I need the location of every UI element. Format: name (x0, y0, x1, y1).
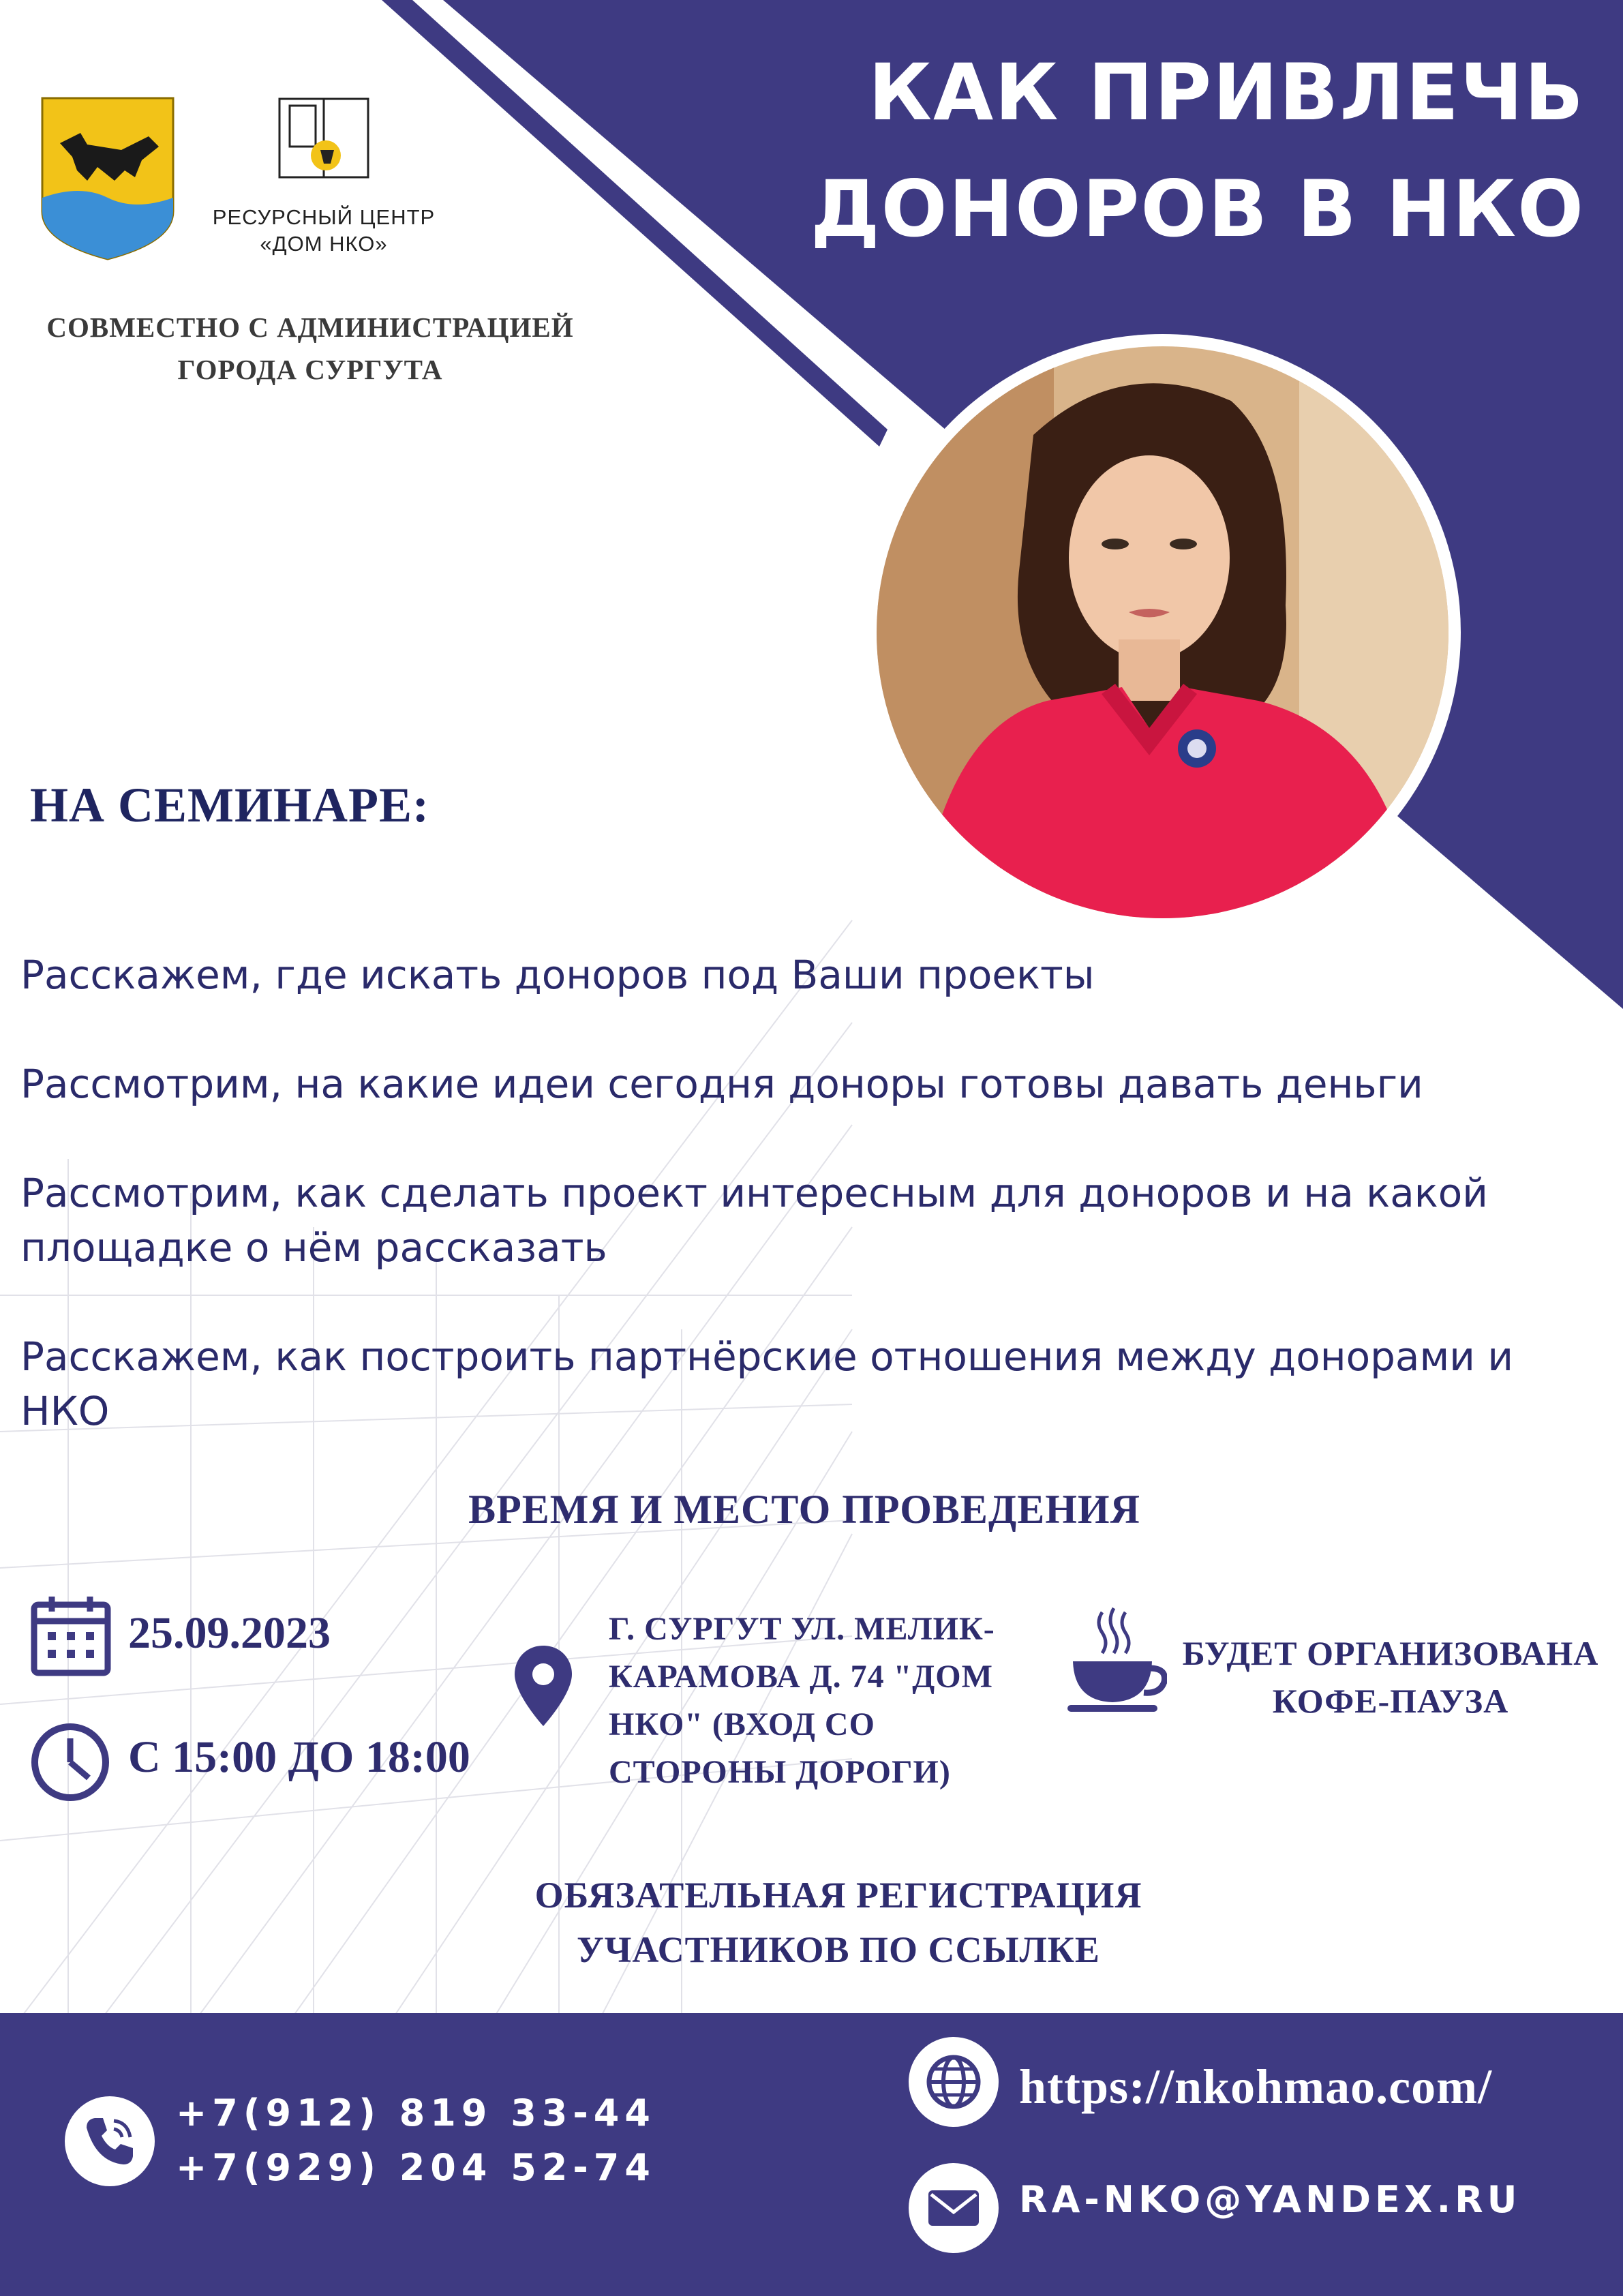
title-line1: КАК ПРИВЛЕЧЬ (868, 47, 1585, 138)
partner-line1: СОВМЕСТНО С АДМИНИСТРАЦИЕЙ (46, 312, 574, 343)
event-date: 25.09.2023 (128, 1608, 331, 1658)
surgut-crest-logo (40, 95, 176, 262)
dom-nko-logo (273, 95, 375, 184)
partner-line2: ГОРОДА СУРГУТА (177, 353, 443, 385)
registration-note (429, 1868, 1247, 1977)
logo-caption-line2: «ДОМ НКО» (260, 231, 388, 256)
coffee-break-note (1172, 1629, 1609, 1725)
seminar-topics-list (20, 948, 1588, 1493)
registration-line1: ОБЯЗАТЕЛЬНАЯ РЕГИСТРАЦИЯ (534, 1875, 1142, 1916)
speaker-portrait-illustration (877, 346, 1448, 918)
coffee-line2: КОФЕ-ПАУЗА (1272, 1682, 1509, 1720)
phone-number-2[interactable]: +7(929) 204 52-74 (176, 2146, 656, 2189)
location-pin-icon (513, 1644, 574, 1727)
list-item: Рассмотрим, как сделать проект интересным для доноров и на какой площадке о нём рассказать (20, 1170, 1488, 1271)
seminar-title: НА СЕМИНАРЕ: (30, 778, 429, 832)
title-line2: ДОНОРОВ В НКО (810, 164, 1585, 254)
event-address: Г. СУРГУТ УЛ. МЕЛИК-КАРАМОВА Д. 74 "ДОМ НКО" (ВХОД СО СТОРОНЫ ДОРОГИ) (609, 1611, 995, 1790)
speaker-photo (864, 334, 1461, 931)
calendar-icon (30, 1594, 112, 1677)
logo-caption-line1: РЕСУРСНЫЙ ЦЕНТР (212, 205, 436, 229)
phone-number-1[interactable]: +7(912) 819 33-44 (176, 2091, 656, 2134)
partner-note (20, 307, 600, 391)
list-item: Рассмотрим, на какие идеи сегодня доноры готовы давать деньги (20, 1061, 1423, 1107)
website-link[interactable]: https://nkohmao.com/ (1019, 2059, 1493, 2114)
coffee-cup-icon (1065, 1605, 1167, 1715)
globe-icon (909, 2037, 999, 2127)
coffee-line1: БУДЕТ ОРГАНИЗОВАНА (1182, 1634, 1599, 1672)
event-time: С 15:00 ДО 18:00 (128, 1732, 470, 1782)
mail-icon (909, 2163, 999, 2253)
dom-nko-logo-caption (191, 205, 457, 258)
email-link[interactable]: RA-NKO@YANDEX.RU (1019, 2178, 1521, 2221)
list-item: Расскажем, как построить партнёрские отношения между донорами и НКО (20, 1333, 1514, 1434)
page-title (780, 34, 1585, 267)
registration-line2: УЧАСТНИКОВ ПО ССЫЛКЕ (577, 1929, 1100, 1970)
clock-icon (30, 1722, 110, 1802)
phone-icon (65, 2096, 155, 2186)
phone-numbers (176, 2086, 656, 2195)
venue-section-title: ВРЕМЯ И МЕСТО ПРОВЕДЕНИЯ (468, 1487, 1140, 1532)
list-item: Расскажем, где искать доноров под Ваши проекты (20, 952, 1095, 998)
